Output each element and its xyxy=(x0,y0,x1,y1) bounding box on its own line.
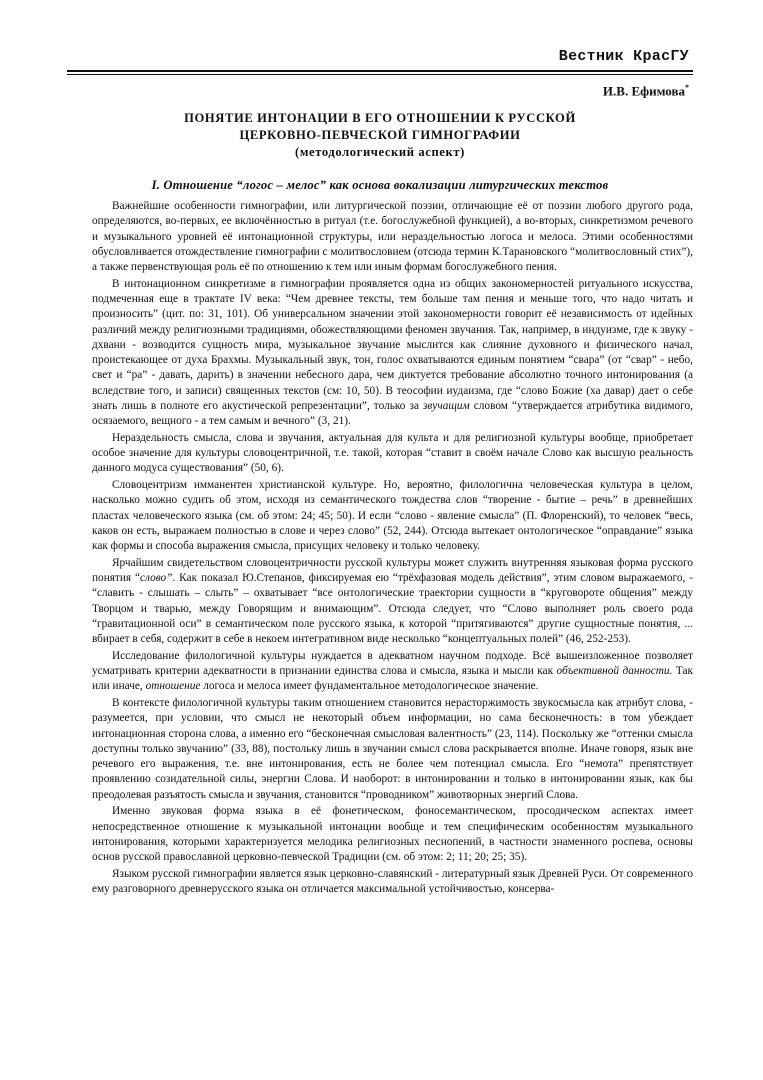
paragraph-6-text-b: Так или иначе, xyxy=(92,665,693,693)
paragraph-2-text-a: В интонационном синкретизме в гимнографии проявляется одна из общих закономерностей ритуального искусства, подмеченная еще в трактате IV века: “Чем древнее тексты, тем больше там пения и меньше того, что надо читать и произносить” (цит. по: 31, 101). Об универсальном значении этой закономерности говорит её независимость от идейных различий между религиозными традициями, обожествляющими феномен звучания. Так, например, в индуизме, где к звуку - дхвани - возводится сущность мира, музыкальное звучание мыслится как слияние духовного и физического начал, проистекающее от духа Брахмы. Музыкальный звук, тон, голос охватываются единым понятием “свара” (от “свар” - небо, свет и “ра” - давать, дарить) в значении небесного дара, чем диктуется требование абсолютно точного интонирования (а вследствие того, и записи) священных текстов (см: 10, 50). В теософии иудаизма, где “слово Божие (ха давар) дает о себе знать лишь в полноте его акустической репрезентации”, только за xyxy=(92,277,693,412)
title-line-1: ПОНЯТИЕ ИНТОНАЦИИ В ЕГО ОТНОШЕНИИ К РУССКОЙ xyxy=(184,111,576,125)
paragraph-6-text-a: Исследование филологичной культуры нуждается в адекватном научном подходе. Всё вышеизложенное позволяет усматривать критерии адекватности в признании единства слова и смысла, языка и мысли как xyxy=(92,649,693,677)
paragraph-1: Важнейшие особенности гимнографии, или литургической поэзии, отличающие её от поэзии любого другого рода, определяются, во-первых, ее включённостью в ритуал (т.е. богослужебной функцией), а во-вторых, синкретизмом речевого и музыкального уровней её интонационной структуры, или нераздельностью логоса и мелоса. Этими особенностями обусловливается отождествление гимнографии с молитвословием (отсюда термин К.Тарановского “молитвословный стих”), а также первенствующая роль её по отношению к тем или иным формам богослужебного пения. xyxy=(92,200,693,273)
title-subtitle: (методологический аспект) xyxy=(295,145,465,159)
paragraph-4: Словоцентризм имманентен христианской культуре. Но, вероятно, филологична человеческая культура в целом, насколько можно судить об этом, исходя из семантического тождества слов “творение - бытие – речь” в древнейших пластах человеческого языка (см. об этом: 24; 45; 50). И если “слово - явление смысла” (П. Флоренский), то человек “весь, каков он есть, выражаем полностью в слове и через слово” (52, 244). Отсюда вытекает онтологическое “оправдание” языка как формы и способа выражения смысла, присущих человеку и только человеку. xyxy=(92,479,693,552)
author-footnote-mark: * xyxy=(685,83,689,92)
paragraph-6-emphasis-1: объективной данности. xyxy=(556,665,673,677)
paragraph-5-text-a: Ярчайшим свидетельством словоцентричности русской культуры может служить внутренняя языковая форма русского понятия “ xyxy=(92,556,693,584)
header-rule-thin xyxy=(67,74,693,75)
paragraph-6-text-c: логоса и мелоса имеет фундаментальное методологическое значение. xyxy=(200,680,539,693)
paragraph-5-text-b: . Как показал Ю.Степанов, фиксируемая ею “трёхфазовая модель действия”, этим словом выражаемого, - “славить - слышать – слыть” – охватывает “все онтологические траектории сущности в “круговороте общения” между Творцом и тварью, между Говорящим и внимающим”. Отсюда следует, что “Слово выполняет роль своего рода “гравитационной оси” в семантическом поле русского языка, к которой “притягиваются” другие сущностные понятия, ... вбирает в себя, содержит в себе в некоем интегративном виде несколько “концептуальных полей” (46, 252-253). xyxy=(92,572,694,645)
author-name xyxy=(603,83,689,99)
paragraph-6-emphasis-2: отношение xyxy=(145,680,201,693)
paragraph-2 xyxy=(92,277,693,430)
header-rule-thick xyxy=(67,70,693,72)
author-name-text: И.В. Ефимова xyxy=(602,83,685,99)
paragraph-9: Языком русской гимнографии является язык церковно-славянский - литературный язык Древней Руси. От современного ему разговорного древнерусского языка он отличается максимальной устойчивостью, консерва- xyxy=(92,867,693,895)
paragraph-3: Нераздельность смысла, слова и звучания, актуальная для культа и для религиозной культуры вообще, приобретает особое значение для культуры словоцентричной, т.е. такой, которая “ставит в своём начале Слово как высшую реальность данного модуса существования” (50, 6). xyxy=(92,431,693,475)
journal-name: Вестник КрасГУ xyxy=(558,48,689,65)
paragraph-7: В контексте филологичной культуры таким отношением становится нерасторжимость звукосмысла как атрибут слова, - разумеется, при условии, что смысл не некоторый объем информации, но сама бесконечность: в том убеждает интонационная сторона слова, а именно его “бесконечная смысловая валентность” (23, 114). Поскольку же “оттенки смысла доступны только звучанию” (33, 88), постольку лишь в звучании смысл слова раскрывается вполне. Иначе говоря, язык вне речевого его выражения, т.е. вне интонирования, есть не более чем потенциал смысла. Его “немота” препятствует проявлению созидательной силы, энергии Слова. И наоборот: в интонировании и только в интонировании язык, как бы преодолевая разъятость смысла и звучания, становится “проводником” животворных энергий Слова. xyxy=(92,697,693,801)
paragraph-5 xyxy=(92,556,693,648)
article-title xyxy=(67,110,693,161)
article-body xyxy=(92,199,693,899)
paragraph-2-text-b: словом “утверждается атрибутика видимого, осязаемого, вещного - а тем самым и вечного” (3, 21). xyxy=(92,399,693,427)
paragraph-6 xyxy=(92,649,693,695)
title-line-2: ЦЕРКОВНО-ПЕВЧЕСКОЙ ГИМНОГРАФИИ xyxy=(239,128,521,142)
paragraph-5-emphasis: слово” xyxy=(140,572,173,584)
section-heading: I. Отношение “логос – мелос” как основа вокализации литургических текстов xyxy=(151,178,609,192)
paragraph-2-emphasis: звучащим xyxy=(423,399,470,412)
paragraph-8: Именно звуковая форма языка в её фонетическом, фоносемантическом, просодическом аспектах имеет непосредственное отношение к музыкальной интонации вообще и тем специфическим особенностям музыкального интонирования, которыми характеризуется мелодика религиозных песнопений, в частности знаменного роспева, основы основ русской православной церковно-певческой Традиции (см. об этом: 2; 11; 20; 25; 35). xyxy=(92,805,693,863)
